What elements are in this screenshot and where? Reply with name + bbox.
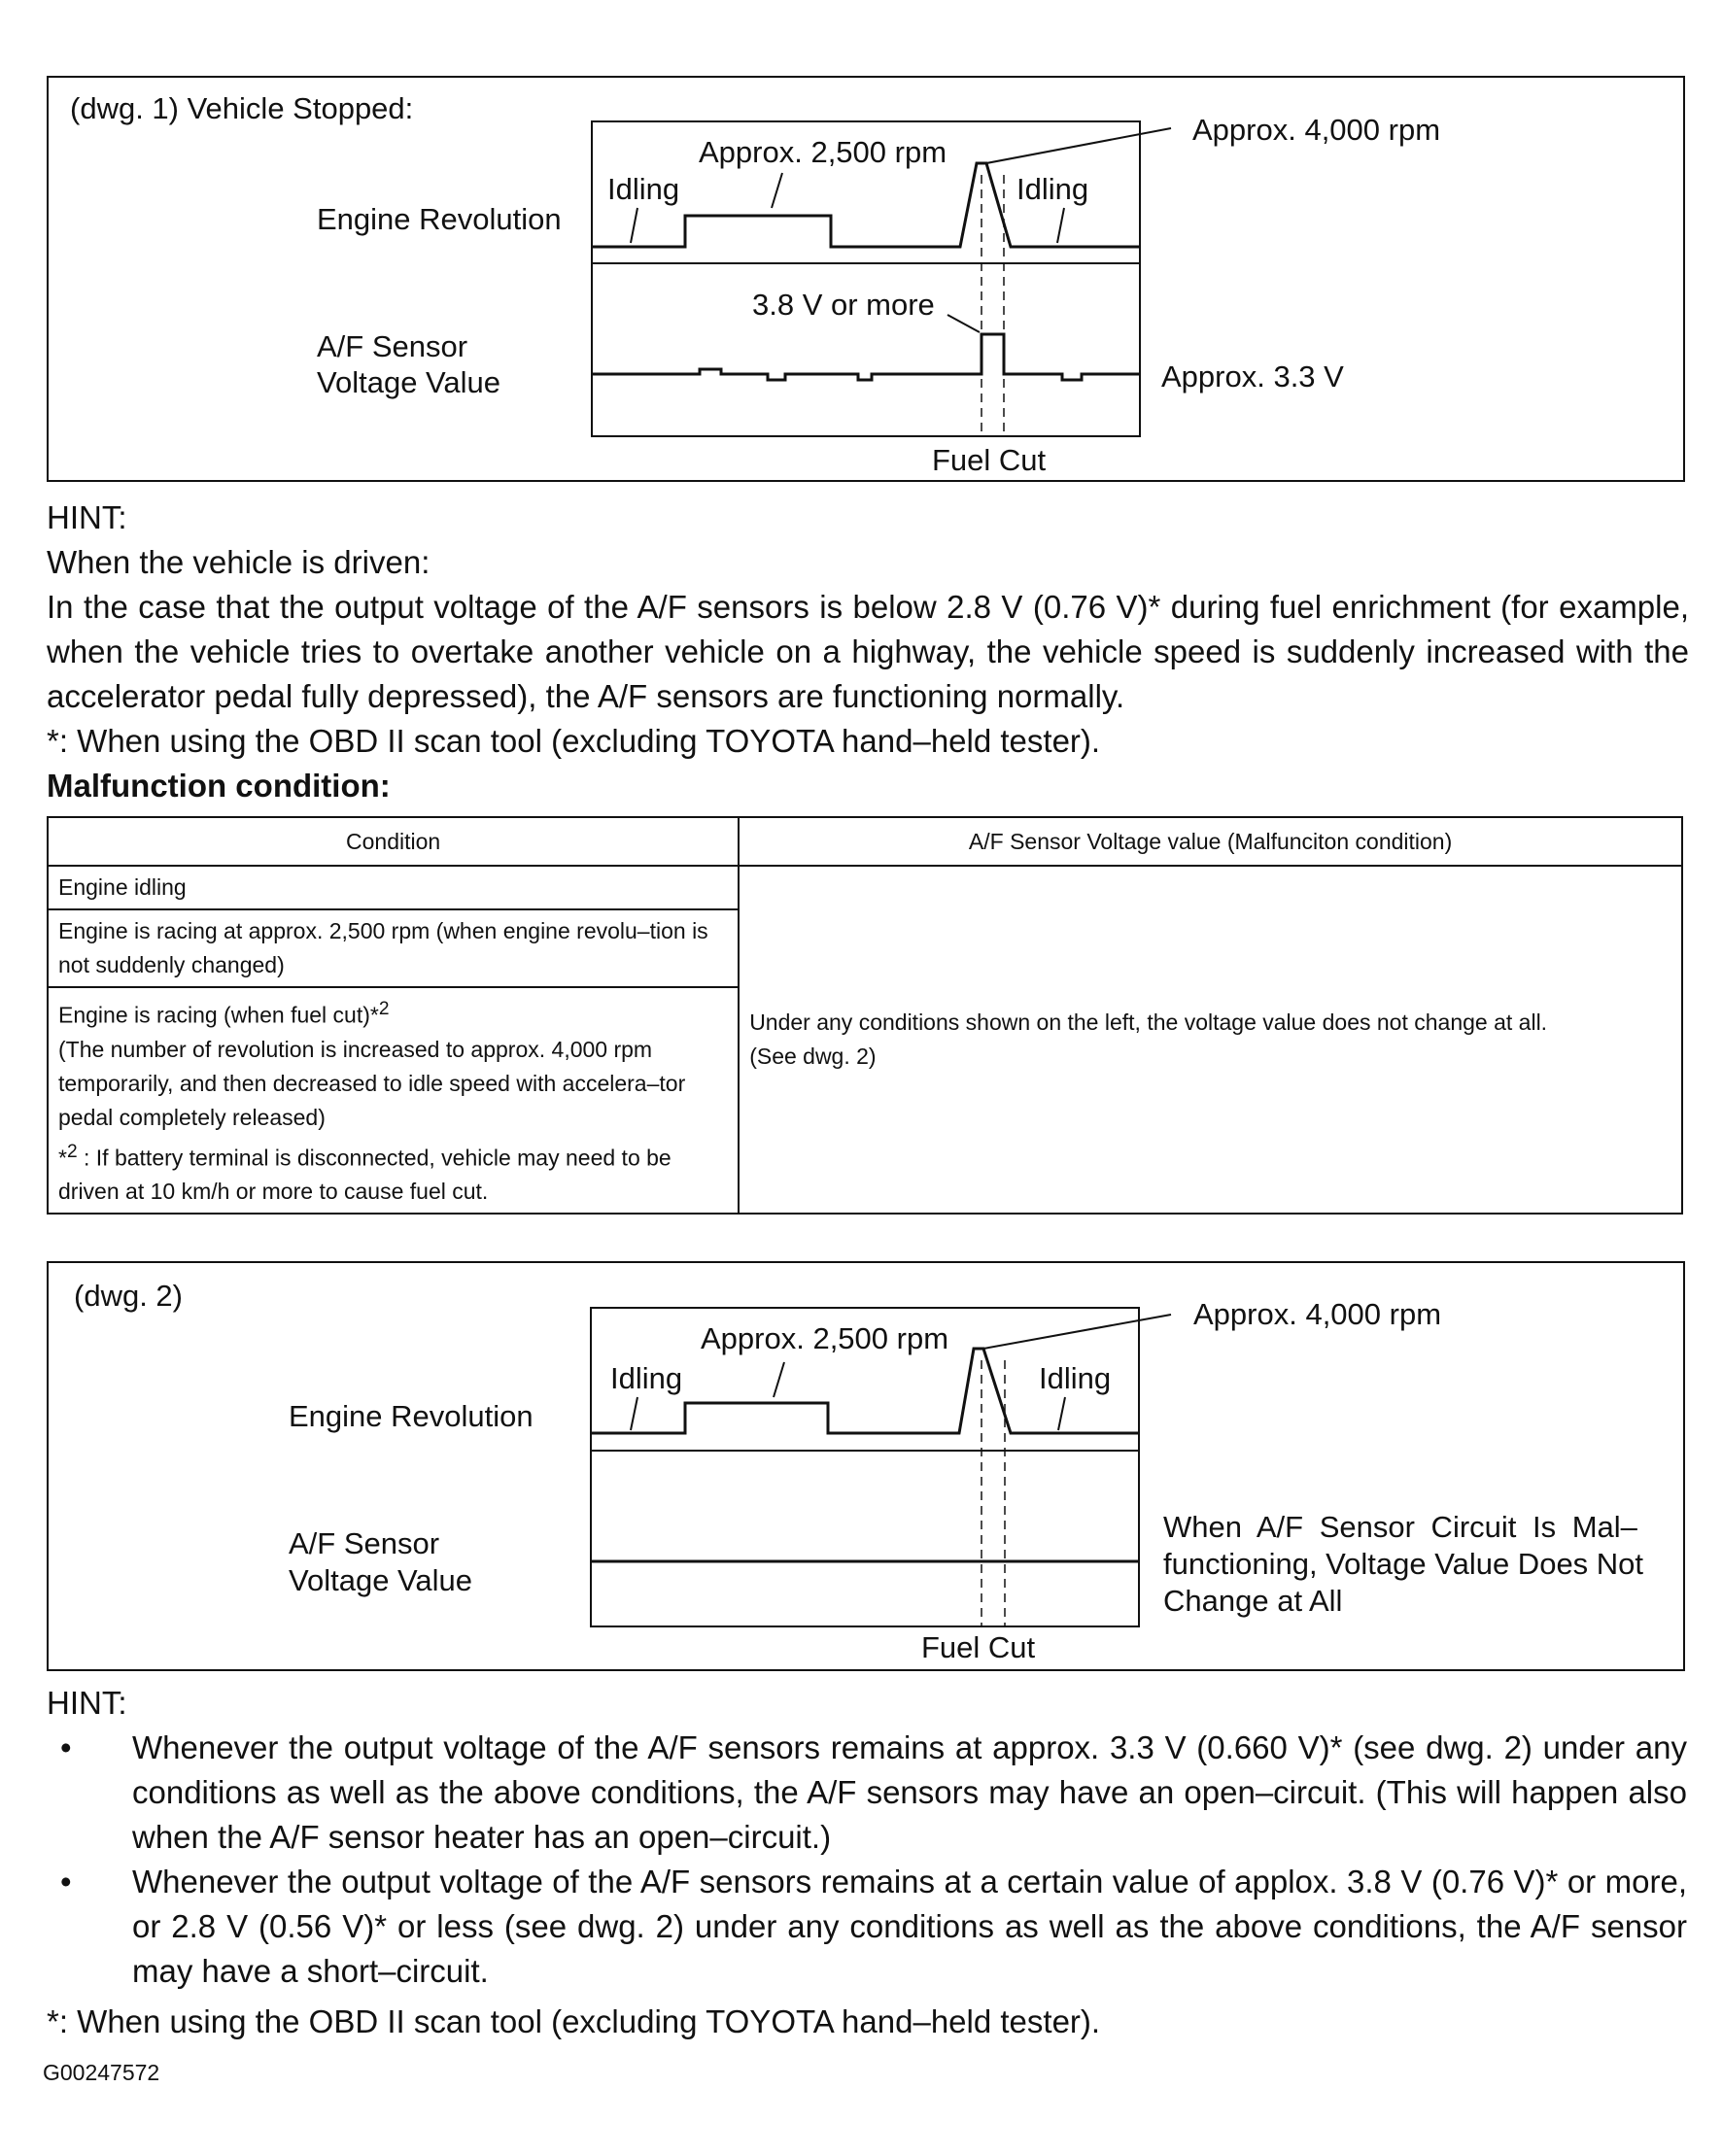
- hint2-heading: HINT:: [47, 1685, 127, 1721]
- dwg2-malf-line-1: When A/F Sensor Circuit Is Mal–: [1163, 1510, 1637, 1544]
- dwg1-leader-idling-left: [631, 208, 637, 243]
- dwg2-malf-line-2: functioning, Voltage Value Does Not: [1163, 1547, 1644, 1581]
- dwg2-leader-idling-right: [1058, 1397, 1065, 1430]
- dwg2-approx-4000: Approx. 4,000 rpm: [1193, 1297, 1442, 1331]
- dwg2-leader-idling-left: [631, 1397, 637, 1430]
- dwg2-malf-line-3: Change at All: [1163, 1584, 1343, 1618]
- dwg1-v33: Approx. 3.3 V: [1161, 359, 1344, 394]
- dwg1-v38: 3.8 V or more: [752, 288, 935, 322]
- hint2-bullet-2: [47, 1860, 1689, 1994]
- hint2-bullet-1: [47, 1726, 1689, 1860]
- dwg2-waveform: [0, 1244, 1722, 1652]
- voltage-text-1: Under any conditions shown on the left, the voltage value does not change at all.: [749, 1010, 1548, 1036]
- condition-fuel-cut: [48, 987, 739, 1214]
- dwg1-leader-v38: [947, 315, 980, 332]
- dwg1-af-label-1: A/F Sensor: [317, 329, 468, 363]
- dwg1-leader-2500: [772, 173, 782, 208]
- dwg1-engine-trace: [592, 163, 1140, 247]
- dwg1-fuel-cut: Fuel Cut: [932, 443, 1047, 477]
- hint1-heading: HINT:: [47, 499, 127, 535]
- bullet-dot: •: [60, 1864, 72, 1899]
- condition-engine-idling: Engine idling: [48, 866, 739, 909]
- dwg1-approx-2500: Approx. 2,500 rpm: [699, 135, 947, 169]
- voltage-cell: [739, 866, 1682, 1214]
- malfunction-heading: Malfunction condition:: [47, 768, 391, 804]
- col-condition: Condition: [48, 817, 739, 866]
- dwg2-af-label-2: Voltage Value: [289, 1563, 473, 1597]
- table-row: [48, 866, 1682, 909]
- dwg2-idling-right: Idling: [1039, 1361, 1112, 1395]
- dwg1-voltage-trace: [592, 334, 1140, 380]
- dwg1-leader-idling-right: [1057, 208, 1064, 243]
- dwg1-af-label-2: Voltage Value: [317, 365, 501, 399]
- dwg2-leader-2500: [774, 1362, 784, 1397]
- hint1-footnote: *: When using the OBD II scan tool (excluding TOYOTA hand–held tester).: [47, 723, 1101, 759]
- dwg2-leader-4000: [983, 1315, 1171, 1349]
- fuel-cut-line-b: (The number of revolution is increased to approx. 4,000 rpm temporarily, and then decreased to idle speed with accelera–tor pedal completely released): [58, 1036, 686, 1130]
- voltage-text-2: (See dwg. 2): [749, 1044, 877, 1070]
- dwg2-idling-left: Idling: [610, 1361, 683, 1395]
- fuel-cut-note: *$^2$ : If battery terminal is disconnected, vehicle may need to be driven at 10 km/h or more to cause fuel cut.: [58, 1141, 672, 1205]
- dwg2-engine-label: Engine Revolution: [289, 1399, 534, 1433]
- bullet-2-text: Whenever the output voltage of the A/F sensors remains at a certain value of applox. 3.8 V (0.76 V)* or more, or 2.8 V (0.56 V)* or less (see dwg. 2) under any conditions as well as the above conditions, the A/F sensor may have a short–circuit.: [132, 1864, 1687, 1989]
- hint2-footnote: *: When using the OBD II scan tool (excluding TOYOTA hand–held tester).: [47, 2003, 1101, 2039]
- dwg1-idling-right: Idling: [1016, 172, 1089, 206]
- condition-racing-2500: Engine is racing at approx. 2,500 rpm (when engine revolu–tion is not suddenly changed): [48, 909, 739, 987]
- dwg1-leader-4000: [986, 128, 1171, 163]
- malfunction-table: [47, 816, 1683, 1215]
- dwg1-approx-4000: Approx. 4,000 rpm: [1192, 113, 1441, 147]
- dwg2-title: (dwg. 2): [74, 1279, 183, 1313]
- col-voltage: A/F Sensor Voltage value (Malfunciton condition): [739, 817, 1682, 866]
- hint1-line1: When the vehicle is driven:: [47, 544, 430, 580]
- figure-id: G00247572: [43, 2060, 160, 2085]
- fuel-cut-line-a: Engine is racing (when fuel cut)*$^2$: [58, 999, 390, 1028]
- hint1-paragraph: In the case that the output voltage of the A/F sensors is below 2.8 V (0.76 V)* during fuel enrichment (for example, when the vehicle tries to overtake another vehicle on a highway, the vehicle speed is suddenly increased with the accelerator pedal fully depressed), the A/F sensors are functioning normally.: [47, 589, 1689, 714]
- dwg2-engine-trace: [591, 1349, 1139, 1433]
- dwg1-idling-left: Idling: [607, 172, 680, 206]
- dwg1-title: (dwg. 1) Vehicle Stopped:: [70, 91, 414, 125]
- dwg2-approx-2500: Approx. 2,500 rpm: [701, 1321, 949, 1355]
- dwg1-waveform: [0, 0, 1722, 505]
- table-header-row: [48, 817, 1682, 866]
- dwg1-engine-label: Engine Revolution: [317, 202, 562, 236]
- dwg1-chart-frame: [592, 121, 1140, 436]
- dwg2-chart-frame: [591, 1308, 1139, 1626]
- dwg2-fuel-cut: Fuel Cut: [921, 1630, 1036, 1664]
- bullet-1-text: Whenever the output voltage of the A/F sensors remains at approx. 3.3 V (0.660 V)* (see dwg. 2) under any conditions as well as the above conditions, the A/F sensors may have an open–circuit. (This will happen also when the A/F sensor heater has an open–circuit.): [132, 1729, 1687, 1855]
- dwg2-af-label-1: A/F Sensor: [289, 1526, 440, 1560]
- bullet-dot: •: [60, 1729, 72, 1765]
